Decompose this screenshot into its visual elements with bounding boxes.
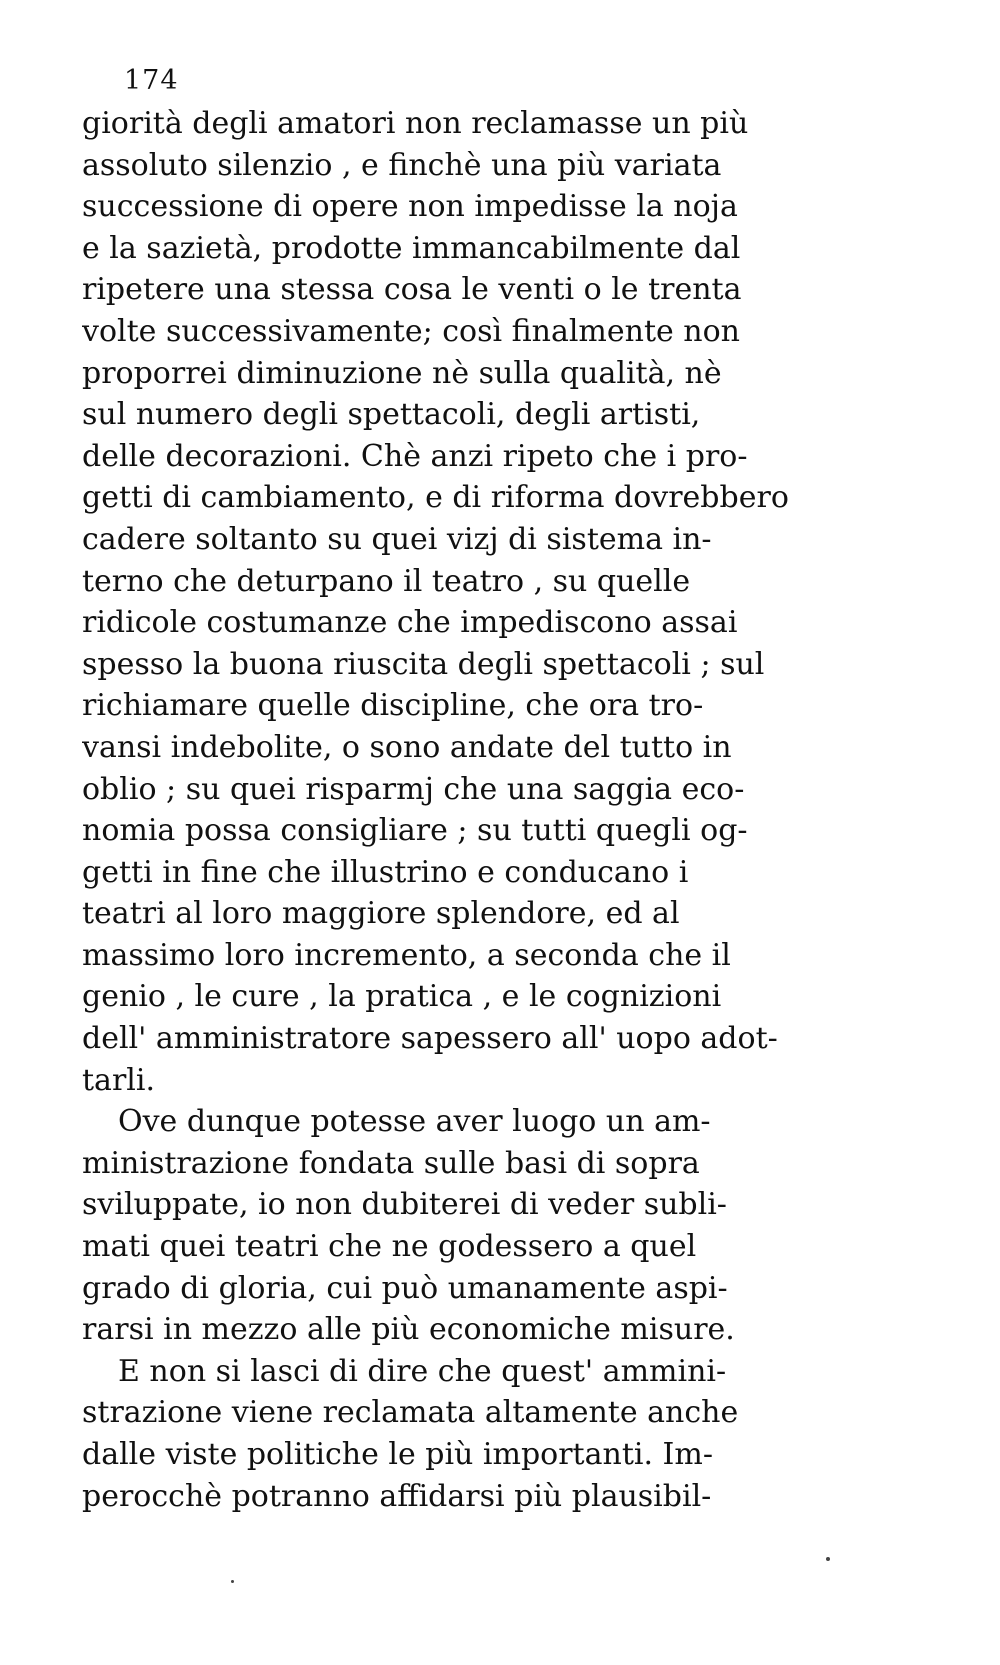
- text-line: perocchè potranno affidarsi più plausibil-: [82, 1478, 712, 1514]
- text-line: nomia possa consigliare ; su tutti quegli og-: [82, 813, 748, 849]
- text-line: grado di gloria, cui può umanamente aspi-: [82, 1270, 728, 1306]
- text-line: delle decorazioni. Chè anzi ripeto che i pro-: [82, 438, 748, 474]
- text-line: getti di cambiamento, e di riforma dovrebbero: [82, 480, 789, 516]
- text-line: strazione viene reclamata altamente anche: [82, 1395, 739, 1431]
- text-line: ripetere una stessa cosa le venti o le trenta: [82, 272, 742, 308]
- text-line: teatri al loro maggiore splendore, ed al: [82, 896, 680, 932]
- text-line: dalle viste politiche le più importanti. Im-: [82, 1437, 713, 1472]
- text-line: richiamare quelle discipline, che ora tro-: [82, 688, 704, 724]
- text-line: assoluto silenzio , e finchè una più variata: [82, 147, 722, 183]
- text-line: dell' amministratore sapessero all' uopo adot-: [82, 1021, 778, 1057]
- text-line: cadere soltanto su quei vizj di sistema in-: [82, 521, 712, 557]
- text-line: vansi indebolite, o sono andate del tutto in: [82, 729, 732, 765]
- text-line: volte successivamente; così finalmente non: [82, 313, 740, 349]
- print-speck: [231, 1580, 234, 1583]
- page-number: 174: [124, 65, 179, 96]
- text-line: getti in fine che illustrino e conducano i: [82, 854, 689, 890]
- text-line: mati quei teatri che ne godessero a quel: [82, 1229, 697, 1265]
- text-line: sviluppate, io non dubiterei di veder subli-: [82, 1187, 727, 1223]
- text-line: proporrei diminuzione nè sulla qualità, nè: [82, 355, 722, 391]
- text-line: genio , le cure , la pratica , e le cognizioni: [82, 979, 722, 1015]
- text-line: ministrazione fondata sulle basi di sopra: [82, 1145, 700, 1181]
- text-line: ridicole costumanze che impediscono assai: [82, 605, 738, 641]
- text-line: tarli.: [82, 1062, 156, 1098]
- text-line: massimo loro incremento, a seconda che il: [82, 937, 731, 973]
- print-speck: [826, 1557, 830, 1561]
- text-line: rarsi in mezzo alle più economiche misure.: [82, 1312, 735, 1348]
- text-line: giorità degli amatori non reclamasse un più: [82, 106, 749, 141]
- text-line: oblio ; su quei risparmj che una saggia eco-: [82, 771, 745, 807]
- text-line: successione di opere non impedisse la noja: [82, 189, 738, 225]
- body-text: [82, 103, 820, 1517]
- text-line: E non si lasci di dire che quest' ammini-: [118, 1353, 727, 1389]
- text-line: Ove dunque potesse aver luogo un am-: [118, 1104, 711, 1140]
- text-line: terno che deturpano il teatro , su quelle: [82, 563, 691, 599]
- text-line: sul numero degli spettacoli, degli artisti,: [82, 397, 701, 433]
- text-line: spesso la buona riuscita degli spettacoli ; sul: [82, 646, 765, 682]
- text-line: e la sazietà, prodotte immancabilmente dal: [82, 230, 741, 266]
